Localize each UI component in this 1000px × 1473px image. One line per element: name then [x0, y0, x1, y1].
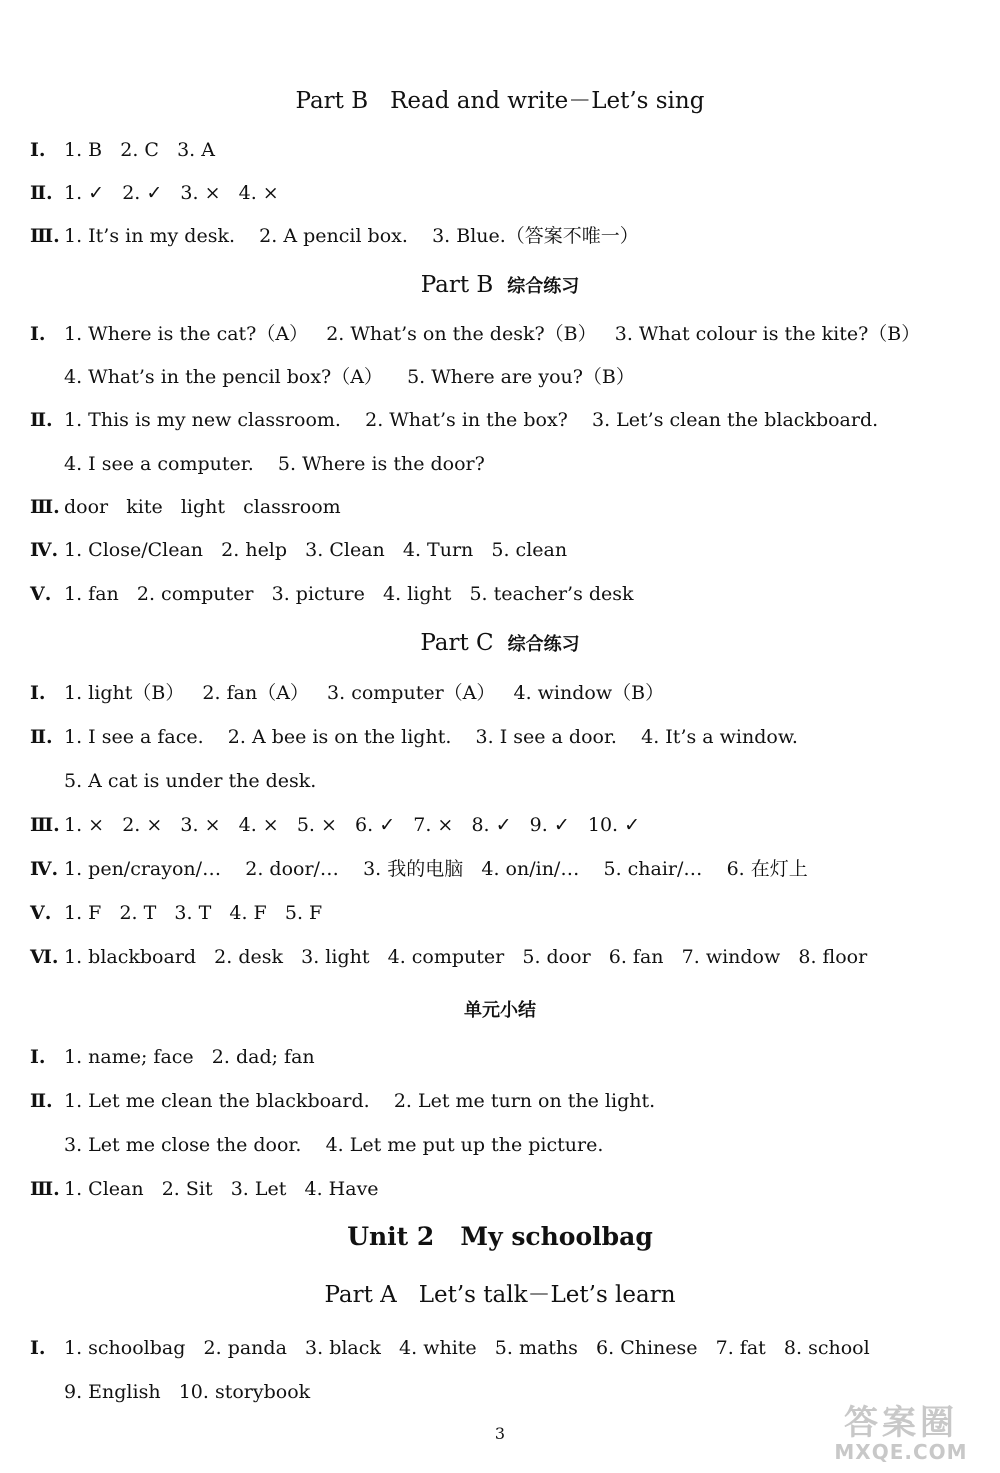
- answer-text: 1. pen/crayon/… 2. door/… 3. 我的电脑 4. on/in/… 5. chair/… 6. 在灯上: [64, 858, 808, 880]
- answer-text: 1. Close/Clean 2. help 3. Clean 4. Turn 5. clean: [64, 539, 568, 561]
- heading-cn: 综合练习: [507, 634, 580, 655]
- answer-line: [0, 452, 1000, 476]
- item-number: Ⅲ.: [30, 225, 60, 247]
- item-number: Ⅳ.: [30, 539, 59, 561]
- answer-line: [0, 365, 1000, 389]
- answer-text: 1. Clean 2. Sit 3. Let 4. Have: [64, 1178, 379, 1200]
- answer-text: 1. F 2. T 3. T 4. F 5. F: [64, 902, 323, 924]
- section-heading: [0, 86, 1000, 116]
- item-number: Ⅲ.: [30, 1178, 60, 1200]
- answer-line: [0, 1133, 1000, 1157]
- answer-text: 4. I see a computer. 5. Where is the door?: [64, 453, 485, 475]
- answer-line: [0, 945, 1000, 969]
- answer-line: [0, 538, 1000, 562]
- section-heading: [0, 994, 1000, 1026]
- heading-cn: 单元小结: [464, 1000, 536, 1021]
- item-number: Ⅴ.: [30, 902, 52, 924]
- answer-line: [0, 1380, 1000, 1404]
- item-number: Ⅱ.: [30, 726, 53, 748]
- answer-text: 1. This is my new classroom. 2. What’s in the box? 3. Let’s clean the blackboard.: [64, 409, 879, 431]
- item-number: Ⅱ.: [30, 1090, 53, 1112]
- item-number: Ⅱ.: [30, 409, 53, 431]
- answer-line: [0, 181, 1000, 205]
- answer-text: door kite light classroom: [64, 496, 341, 518]
- unit-title-text: Unit 2 My schoolbag: [347, 1222, 653, 1251]
- answer-line: [0, 681, 1000, 705]
- answer-line: [0, 901, 1000, 925]
- answer-line: [0, 857, 1000, 881]
- heading-text: Part A Let’s talk－Let’s learn: [324, 1282, 676, 1308]
- answer-text: 1. fan 2. computer 3. picture 4. light 5. teacher’s desk: [64, 583, 634, 605]
- answer-text: 1. × 2. × 3. × 4. × 5. × 6. ✓ 7. × 8. ✓ 9. ✓ 10. ✓: [64, 814, 641, 836]
- item-number: Ⅴ.: [30, 583, 52, 605]
- watermark-logo: [826, 1405, 976, 1463]
- item-number: Ⅲ.: [30, 814, 60, 836]
- answer-text: 1. name; face 2. dad; fan: [64, 1046, 315, 1068]
- section-heading: [0, 628, 1000, 660]
- answer-line: [0, 1089, 1000, 1113]
- page-number: 3: [494, 1424, 506, 1443]
- answer-text: 1. blackboard 2. desk 3. light 4. computer 5. door 6. fan 7. window 8. floor: [64, 946, 868, 968]
- item-number: Ⅵ.: [30, 946, 59, 968]
- answer-text: 1. B 2. C 3. A: [64, 139, 215, 161]
- answer-text: 9. English 10. storybook: [64, 1381, 311, 1403]
- answer-line: [0, 408, 1000, 432]
- watermark-top: 答案圈: [844, 1403, 958, 1443]
- item-number: Ⅰ.: [30, 323, 46, 345]
- answer-text: 3. Let me close the door. 4. Let me put up the picture.: [64, 1134, 604, 1156]
- item-number: Ⅲ.: [30, 496, 60, 518]
- answer-text: 1. ✓ 2. ✓ 3. × 4. ×: [64, 182, 279, 204]
- item-number: Ⅰ.: [30, 1046, 46, 1068]
- answer-text: 1. light（B） 2. fan（A） 3. computer（A） 4. window（B）: [64, 682, 665, 704]
- watermark-bottom: MXQE.COM: [834, 1440, 968, 1464]
- section-heading: [0, 1280, 1000, 1310]
- answer-line: [0, 725, 1000, 749]
- heading-text: Part B Read and write－Let’s sing: [295, 88, 705, 114]
- answer-text: 4. What’s in the pencil box?（A） 5. Where are you?（B）: [64, 366, 635, 388]
- item-number: Ⅱ.: [30, 182, 53, 204]
- answer-line: [0, 1177, 1000, 1201]
- answer-line: [0, 138, 1000, 162]
- answer-line: [0, 1045, 1000, 1069]
- answer-text: 1. It’s in my desk. 2. A pencil box. 3. Blue.（答案不唯一）: [64, 225, 639, 247]
- answer-line: [0, 224, 1000, 248]
- item-number: Ⅰ.: [30, 139, 46, 161]
- item-number: Ⅳ.: [30, 858, 59, 880]
- answer-line: [0, 582, 1000, 606]
- answer-line: [0, 322, 1000, 346]
- answer-text: 1. schoolbag 2. panda 3. black 4. white 5. maths 6. Chinese 7. fat 8. school: [64, 1337, 870, 1359]
- answer-text: 1. I see a face. 2. A bee is on the light. 3. I see a door. 4. It’s a window.: [64, 726, 798, 748]
- heading-text: Part B: [420, 272, 494, 298]
- answer-line: [0, 1336, 1000, 1360]
- heading-cn: 综合练习: [507, 276, 580, 297]
- answer-text: 5. A cat is under the desk.: [64, 770, 317, 792]
- answer-line: [0, 495, 1000, 519]
- answer-line: [0, 813, 1000, 837]
- section-heading: [0, 270, 1000, 302]
- answer-text: 1. Let me clean the blackboard. 2. Let me turn on the light.: [64, 1090, 656, 1112]
- answer-text: 1. Where is the cat?（A） 2. What’s on the desk?（B） 3. What colour is the kite?（B）: [64, 323, 921, 345]
- item-number: Ⅰ.: [30, 1337, 46, 1359]
- heading-text: Part C: [420, 630, 494, 656]
- unit-title: [0, 1222, 1000, 1253]
- item-number: Ⅰ.: [30, 682, 46, 704]
- answer-line: [0, 769, 1000, 793]
